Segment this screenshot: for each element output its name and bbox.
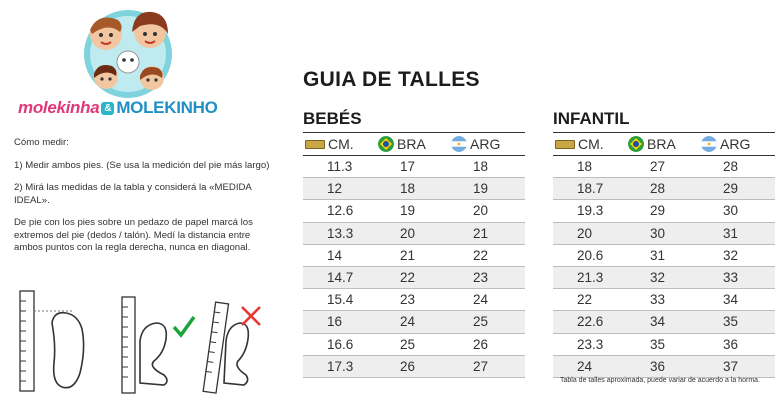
- table-row: [303, 223, 525, 245]
- table-row: [553, 223, 775, 245]
- brand-molekinho: MOLEKINHO: [116, 98, 218, 117]
- cell-arg: 21: [473, 225, 489, 241]
- cell-bra: 28: [650, 181, 666, 197]
- cell-cm: 15.4: [327, 292, 354, 308]
- cell-cm: 20.6: [577, 247, 604, 263]
- cell-cm: 17.3: [327, 358, 354, 374]
- cell-arg: 30: [723, 203, 739, 219]
- foot-outline-icon: [52, 313, 84, 388]
- cell-arg: 24: [473, 292, 489, 308]
- table-row: [553, 156, 775, 178]
- table-row: [553, 267, 775, 289]
- table-row: [553, 311, 775, 333]
- cell-cm: 13.3: [327, 225, 354, 241]
- cell-cm: 24: [577, 358, 593, 374]
- cell-bra: 32: [650, 270, 666, 286]
- cell-bra: 34: [650, 314, 666, 330]
- col-cm-label: CM.: [328, 136, 354, 152]
- instructions-heading: Cómo medir:: [14, 137, 69, 148]
- cell-cm: 12.6: [327, 203, 354, 219]
- cell-bra: 22: [400, 270, 416, 286]
- cell-cm: 18: [577, 159, 593, 175]
- cell-bra: 21: [400, 247, 416, 263]
- cell-bra: 30: [650, 225, 666, 241]
- col-cm: [303, 136, 378, 152]
- cell-arg: 29: [723, 181, 739, 197]
- cell-bra: 19: [400, 203, 416, 219]
- cell-bra: 23: [400, 292, 416, 308]
- cell-bra: 29: [650, 203, 666, 219]
- cell-cm: 14: [327, 247, 343, 263]
- cell-cm: 16.6: [327, 336, 354, 352]
- instructions-step-1: 1) Medir ambos pies. (Se usa la medición del pie más largo): [14, 159, 270, 171]
- col-cm-label: CM.: [578, 136, 604, 152]
- cell-arg: 20: [473, 203, 489, 219]
- cell-cm: 14.7: [327, 270, 354, 286]
- cell-arg: 22: [473, 247, 489, 263]
- col-arg: [701, 136, 775, 152]
- cell-bra: 20: [400, 225, 416, 241]
- infantil-size-table: [553, 108, 775, 378]
- cell-bra: 35: [650, 336, 666, 352]
- cell-bra: 36: [650, 358, 666, 374]
- cell-cm: 12: [327, 181, 343, 197]
- cross-icon: [242, 307, 260, 325]
- col-bra: [628, 136, 701, 152]
- measuring-instructions: [14, 137, 279, 265]
- cell-arg: 36: [723, 336, 739, 352]
- cell-arg: 37: [723, 358, 739, 374]
- cell-arg: 35: [723, 314, 739, 330]
- table-row: [553, 245, 775, 267]
- cell-bra: 27: [650, 159, 666, 175]
- cell-cm: 22: [577, 292, 593, 308]
- cell-bra: 17: [400, 159, 416, 175]
- col-bra-label: BRA: [647, 136, 676, 152]
- cell-arg: 32: [723, 247, 739, 263]
- argentina-flag-icon: [701, 136, 717, 152]
- ruler-icon: [20, 291, 34, 391]
- cell-arg: 33: [723, 270, 739, 286]
- cell-arg: 26: [473, 336, 489, 352]
- cell-arg: 28: [723, 159, 739, 175]
- cell-cm: 21.3: [577, 270, 604, 286]
- table-title: INFANTIL: [553, 109, 630, 128]
- table-row: [303, 245, 525, 267]
- table-title: BEBÉS: [303, 109, 362, 128]
- table-row: [553, 178, 775, 200]
- table-row: [303, 178, 525, 200]
- table-row: [303, 356, 525, 378]
- cell-bra: 33: [650, 292, 666, 308]
- table-row: [553, 200, 775, 222]
- table-body: [553, 156, 775, 378]
- col-arg-label: ARG: [720, 136, 751, 152]
- cell-cm: 18.7: [577, 181, 604, 197]
- cell-bra: 18: [400, 181, 416, 197]
- table-row: [303, 289, 525, 311]
- cell-arg: 19: [473, 181, 489, 197]
- table-row: [303, 156, 525, 178]
- brand-ampersand: &: [101, 102, 114, 115]
- cell-cm: 19.3: [577, 203, 604, 219]
- argentina-flag-icon: [451, 136, 467, 152]
- table-row: [303, 334, 525, 356]
- foot-side-icon: [140, 323, 167, 385]
- cell-arg: 31: [723, 225, 739, 241]
- col-arg: [451, 136, 525, 152]
- ruler-icon: [305, 140, 325, 149]
- brand-wordmark: [18, 98, 218, 118]
- table-row: [303, 267, 525, 289]
- cell-bra: 26: [400, 358, 416, 374]
- table-row: [553, 289, 775, 311]
- cell-arg: 23: [473, 270, 489, 286]
- brand-logo: [8, 0, 258, 128]
- foot-side-icon: [224, 323, 248, 385]
- table-footnote: Tabla de talles aproximada, puede variar de acuerdo a la horma.: [560, 377, 761, 384]
- bebes-size-table: [303, 108, 525, 378]
- brand-molekinha: molekinha: [18, 98, 100, 117]
- col-cm: [553, 136, 628, 152]
- col-bra: [378, 136, 451, 152]
- table-row: [553, 334, 775, 356]
- brazil-flag-icon: [378, 136, 394, 152]
- ruler-icon: [122, 297, 135, 393]
- cell-bra: 25: [400, 336, 416, 352]
- cell-bra: 31: [650, 247, 666, 263]
- table-row: [303, 311, 525, 333]
- instructions-step-3: De pie con los pies sobre un pedazo de papel marcá los extremos del pie (dedos / talón). Medí la distancia entre ambos puntos con la regla derecha, nunca en diagonal.: [14, 217, 253, 253]
- cell-arg: 34: [723, 292, 739, 308]
- cell-arg: 18: [473, 159, 489, 175]
- col-bra-label: BRA: [397, 136, 426, 152]
- cell-bra: 24: [400, 314, 416, 330]
- cell-cm: 20: [577, 225, 593, 241]
- table-body: [303, 156, 525, 378]
- cell-arg: 25: [473, 314, 489, 330]
- instructions-step-2: 2) Mirá las medidas de la tabla y considerá la «MEDIDA IDEAL».: [14, 182, 252, 206]
- kids-illustration: [68, 2, 188, 102]
- cell-cm: 11.3: [327, 159, 353, 175]
- table-row: [553, 356, 775, 378]
- cell-cm: 16: [327, 314, 343, 330]
- table-header: [553, 132, 775, 156]
- ruler-icon: [555, 140, 575, 149]
- cell-cm: 22.6: [577, 314, 604, 330]
- check-icon: [174, 317, 194, 335]
- table-header: [303, 132, 525, 156]
- cell-cm: 23.3: [577, 336, 604, 352]
- page-title: GUIA DE TALLES: [303, 68, 480, 91]
- measuring-illustration: [14, 283, 274, 395]
- table-row: [303, 200, 525, 222]
- col-arg-label: ARG: [470, 136, 501, 152]
- cell-arg: 27: [473, 358, 489, 374]
- brazil-flag-icon: [628, 136, 644, 152]
